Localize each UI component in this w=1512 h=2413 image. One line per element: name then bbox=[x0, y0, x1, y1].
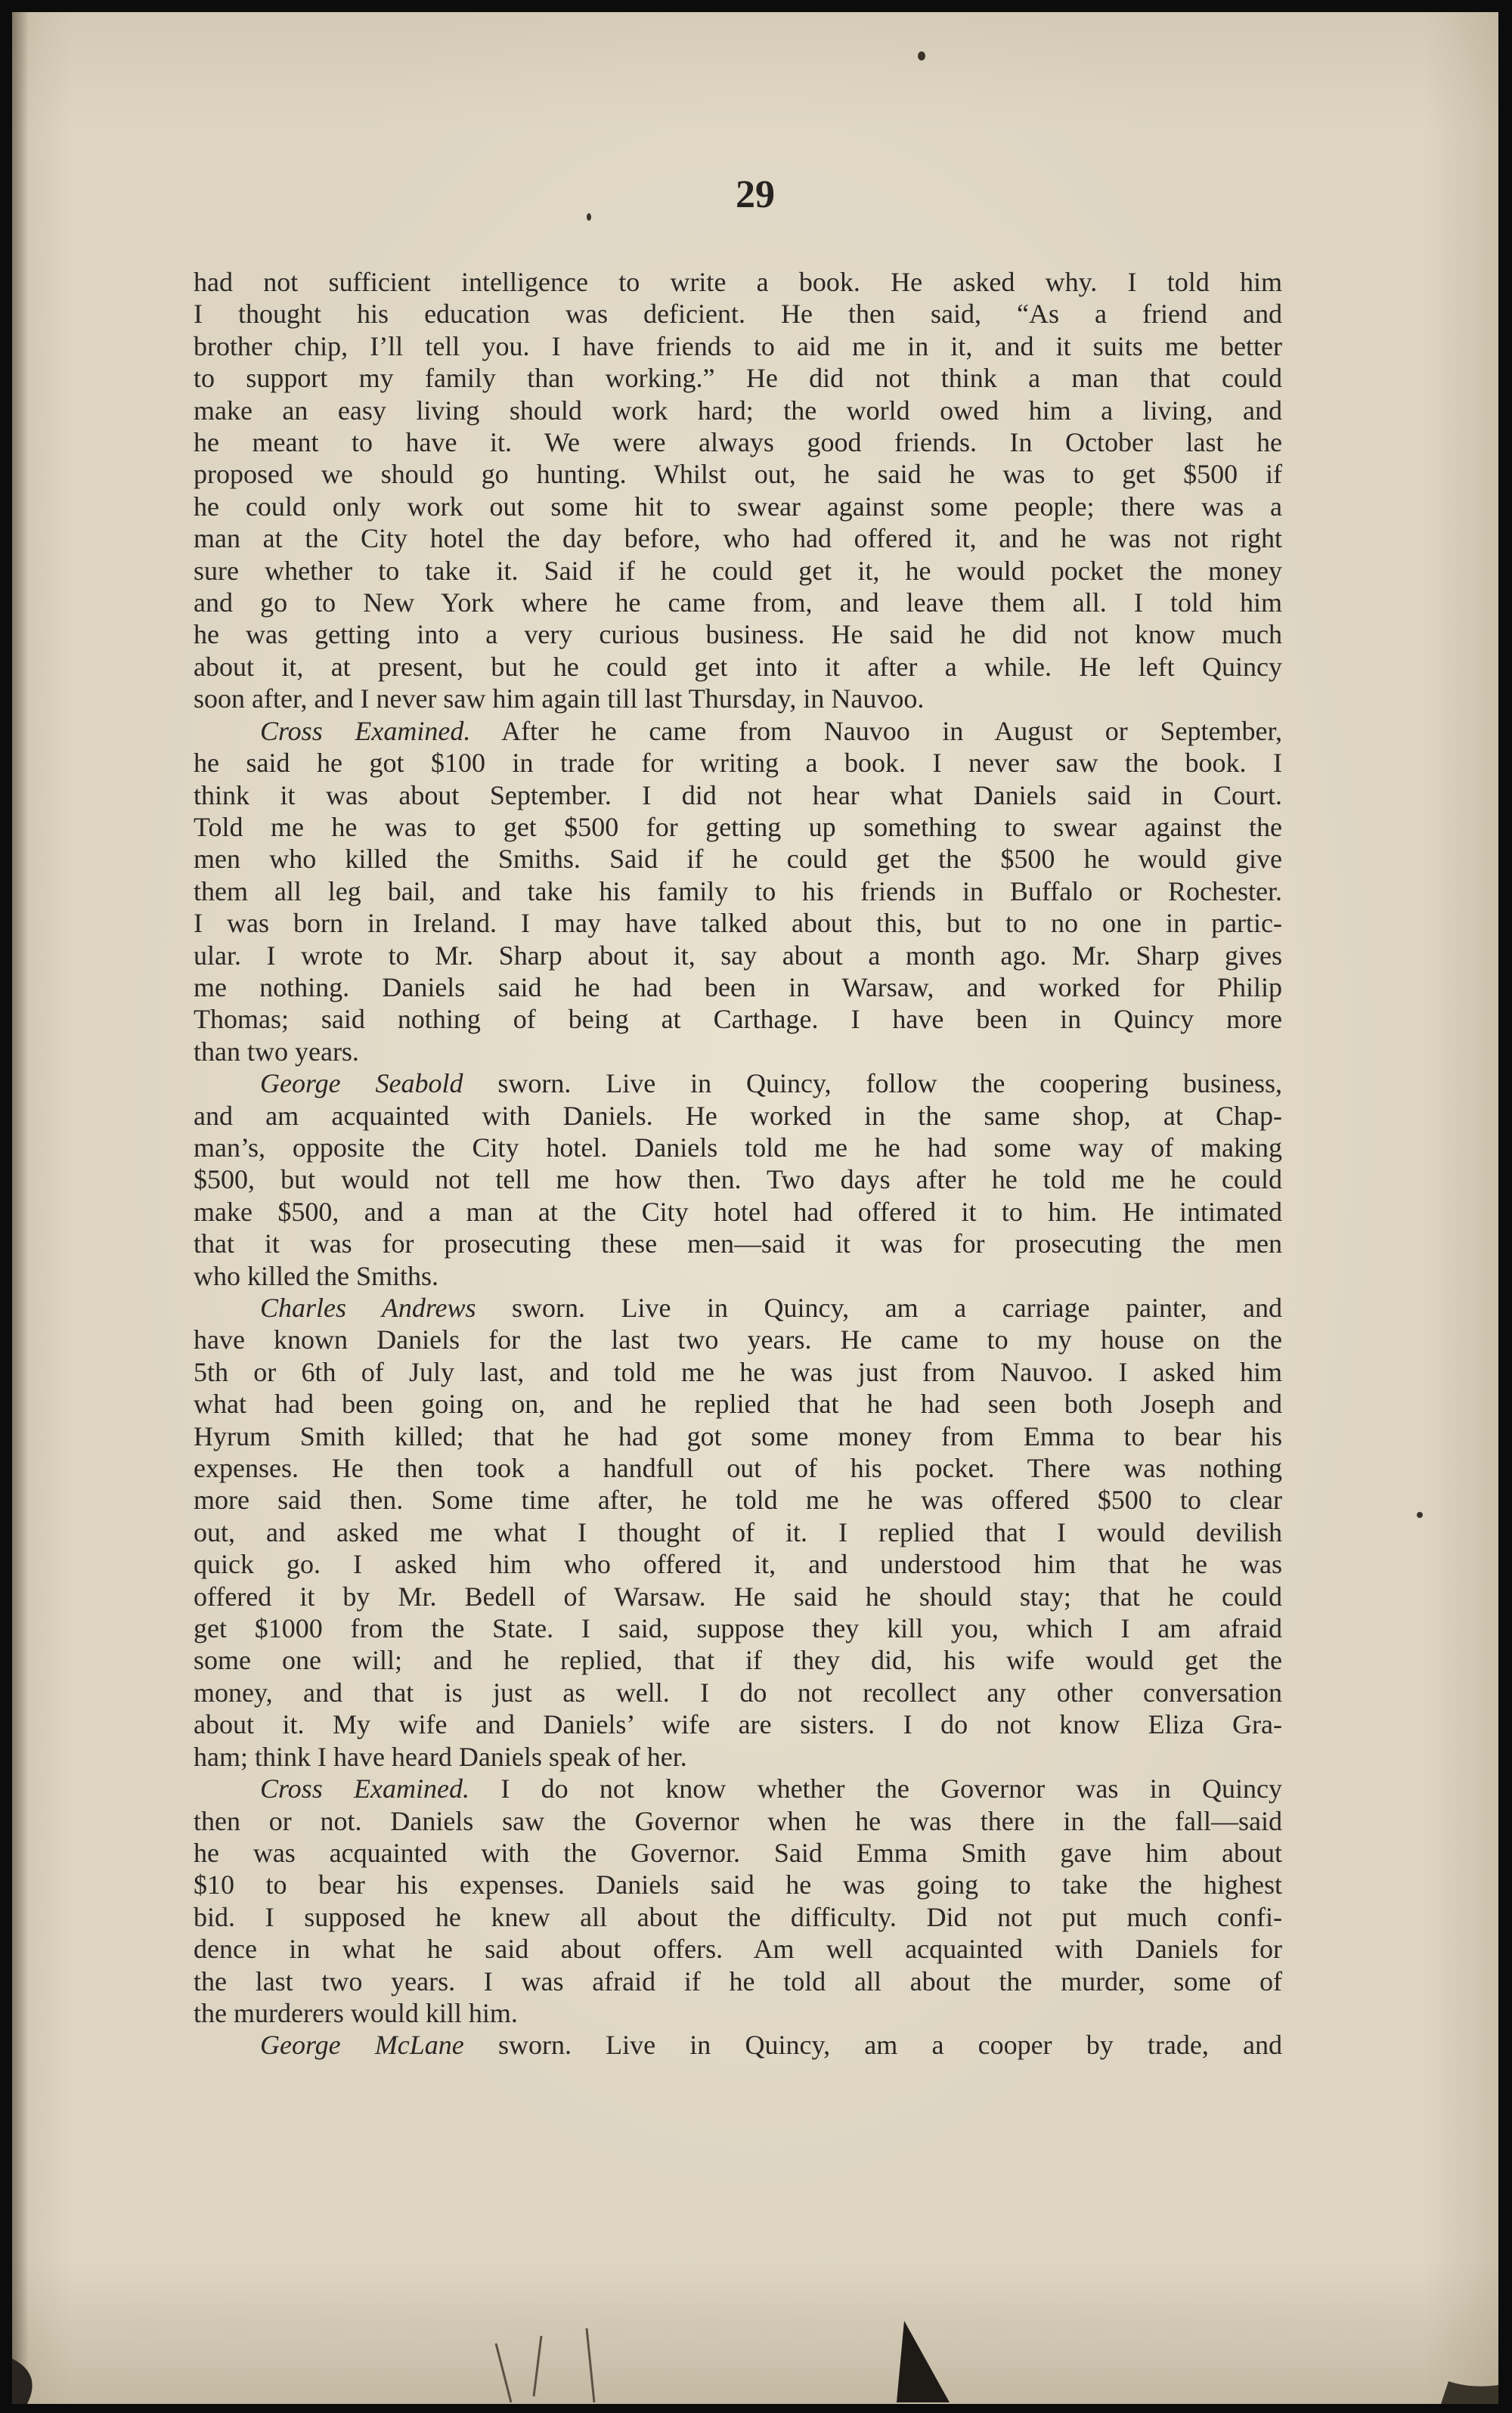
text-line: sure whether to take it. Said if he could get it, he would pocket the money bbox=[194, 555, 1282, 586]
text-line: make an easy living should work hard; the world owed him a living, and bbox=[194, 395, 1282, 426]
text-line: 5th or 6th of July last, and told me he was just from Nauvoo. I asked him bbox=[194, 1356, 1282, 1387]
scanned-page bbox=[12, 12, 1498, 2404]
paragraph bbox=[194, 1067, 1282, 1292]
speaker-name: Charles Andrews bbox=[260, 1293, 476, 1323]
text-line: about it. My wife and Daniels’ wife are sisters. I do not know Eliza Gra- bbox=[194, 1709, 1282, 1740]
edge-marks-graphic bbox=[12, 2313, 1498, 2404]
text-line: who killed the Smiths. bbox=[194, 1260, 438, 1291]
paragraph bbox=[194, 266, 1282, 715]
text-line: them all leg bail, and take his family to his friends in Buffalo or Rochester. bbox=[194, 875, 1282, 906]
text-line: bid. I supposed he knew all about the difficulty. Did not put much confi- bbox=[194, 1901, 1282, 1932]
text-line: some one will; and he replied, that if they did, his wife would get the bbox=[194, 1645, 1282, 1676]
text-line: he meant to have it. We were always good friends. In October last he bbox=[194, 427, 1282, 458]
torn-bottom-edge bbox=[12, 2313, 1498, 2404]
text-line bbox=[194, 1773, 1282, 1804]
text-line: think it was about September. I did not hear what Daniels said in Court. bbox=[194, 779, 1282, 810]
body-text bbox=[194, 266, 1282, 2061]
text-line bbox=[194, 1067, 1282, 1099]
text-line: I thought his education was deficient. He then said, “As a friend and bbox=[194, 299, 1282, 330]
text-line: I was born in Ireland. I may have talked about this, but to no one in partic- bbox=[194, 908, 1282, 939]
text-line: ham; think I have heard Daniels speak of her. bbox=[194, 1741, 687, 1772]
text-line: Thomas; said nothing of being at Carthage. I have been in Quincy more bbox=[194, 1004, 1282, 1035]
speaker-name: Cross Examined. bbox=[260, 715, 471, 746]
text-segment: sworn. Live in Quincy, am a cooper by trade, and bbox=[497, 2030, 1282, 2061]
text-line bbox=[194, 1292, 1282, 1324]
text-line: about it, at present, but he could get into it after a while. He left Quincy bbox=[194, 651, 1282, 682]
text-line: make $500, and a man at the City hotel had offered it to him. He intimated bbox=[194, 1196, 1282, 1227]
paragraph bbox=[194, 1292, 1282, 1773]
text-line: expenses. He then took a handfull out of his pocket. There was nothing bbox=[194, 1453, 1282, 1484]
text-line: dence in what he said about offers. Am well acquainted with Daniels for bbox=[194, 1934, 1282, 1965]
text-line: more said then. Some time after, he told me he was offered $500 to clear bbox=[194, 1485, 1282, 1516]
text-segment: sworn. Live in Quincy, am a carriage painter, and bbox=[512, 1293, 1283, 1323]
text-line: man at the City hotel the day before, who had offered it, and he was not right bbox=[194, 523, 1282, 554]
text-line: me nothing. Daniels said he had been in Warsaw, and worked for Philip bbox=[194, 971, 1282, 1002]
text-line bbox=[194, 2029, 1282, 2061]
text-line: and am acquainted with Daniels. He worked in the same shop, at Chap- bbox=[194, 1100, 1282, 1131]
text-line: the murderers would kill him. bbox=[194, 1997, 518, 2028]
text-segment: I do not know whether the Governor was in Quincy bbox=[500, 1773, 1283, 1804]
text-line: quick go. I asked him who offered it, and understood him that he was bbox=[194, 1549, 1282, 1580]
text-line: the last two years. I was afraid if he told all about the murder, some of bbox=[194, 1965, 1282, 1996]
text-line: he was acquainted with the Governor. Said Emma Smith gave him about bbox=[194, 1837, 1282, 1868]
text-line: he said he got $100 in trade for writing a book. I never saw the book. I bbox=[194, 748, 1282, 779]
ink-spot bbox=[1417, 1512, 1423, 1518]
text-line bbox=[194, 715, 1282, 747]
text-line: out, and asked me what I thought of it. I replied that I would devilish bbox=[194, 1516, 1282, 1547]
text-line: he was getting into a very curious business. He said he did not know much bbox=[194, 619, 1282, 650]
text-line: what had been going on, and he replied that he had seen both Joseph and bbox=[194, 1389, 1282, 1420]
text-line: proposed we should go hunting. Whilst out, he said he was to get $500 if bbox=[194, 459, 1282, 490]
text-line: $500, but would not tell me how then. Two days after he told me he could bbox=[194, 1164, 1282, 1195]
paragraph bbox=[194, 2029, 1282, 2061]
text-line: $10 to bear his expenses. Daniels said he was going to take the highest bbox=[194, 1869, 1282, 1900]
page-spine-shadow bbox=[12, 12, 29, 2404]
paragraph bbox=[194, 715, 1282, 1067]
text-line: to support my family than working.” He did not think a man that could bbox=[194, 363, 1282, 394]
text-line: had not sufficient intelligence to write a book. He asked why. I told him bbox=[194, 267, 1282, 297]
text-line: Hyrum Smith killed; that he had got some money from Emma to bear his bbox=[194, 1420, 1282, 1451]
text-line: have known Daniels for the last two years. He came to my house on the bbox=[194, 1324, 1282, 1355]
text-line: brother chip, I’ll tell you. I have friends to aid me in it, and it suits me better bbox=[194, 330, 1282, 361]
text-line: and go to New York where he came from, and leave them all. I told him bbox=[194, 587, 1282, 618]
text-line: than two years. bbox=[194, 1036, 359, 1067]
text-segment: sworn. Live in Quincy, follow the coopering business, bbox=[497, 1068, 1282, 1099]
text-line: man’s, opposite the City hotel. Daniels told me he had some way of making bbox=[194, 1132, 1282, 1163]
text-line: soon after, and I never saw him again till last Thursday, in Nauvoo. bbox=[194, 683, 925, 714]
text-line: money, and that is just as well. I do not recollect any other conversation bbox=[194, 1677, 1282, 1708]
text-line: ular. I wrote to Mr. Sharp about it, say about a month ago. Mr. Sharp gives bbox=[194, 940, 1282, 971]
text-line: get $1000 from the State. I said, suppose they kill you, which I am afraid bbox=[194, 1613, 1282, 1644]
text-line: Told me he was to get $500 for getting up something to swear against the bbox=[194, 811, 1282, 842]
text-line: men who killed the Smiths. Said if he could get the $500 he would give bbox=[194, 844, 1282, 875]
text-line: offered it by Mr. Bedell of Warsaw. He said he should stay; that he could bbox=[194, 1581, 1282, 1612]
ink-spot bbox=[918, 51, 925, 60]
text-segment: After he came from Nauvoo in August or September, bbox=[501, 715, 1283, 746]
speaker-name: Cross Examined. bbox=[260, 1773, 469, 1804]
text-line: that it was for prosecuting these men—said it was for prosecuting the men bbox=[194, 1228, 1282, 1259]
text-line: then or not. Daniels saw the Governor when he was there in the fall—said bbox=[194, 1805, 1282, 1836]
paragraph bbox=[194, 1773, 1282, 2029]
text-line: he could only work out some hit to swear against some people; there was a bbox=[194, 491, 1282, 522]
page-number: 29 bbox=[736, 173, 775, 216]
speaker-name: George Seabold bbox=[260, 1068, 463, 1099]
speaker-name: George McLane bbox=[260, 2030, 464, 2061]
